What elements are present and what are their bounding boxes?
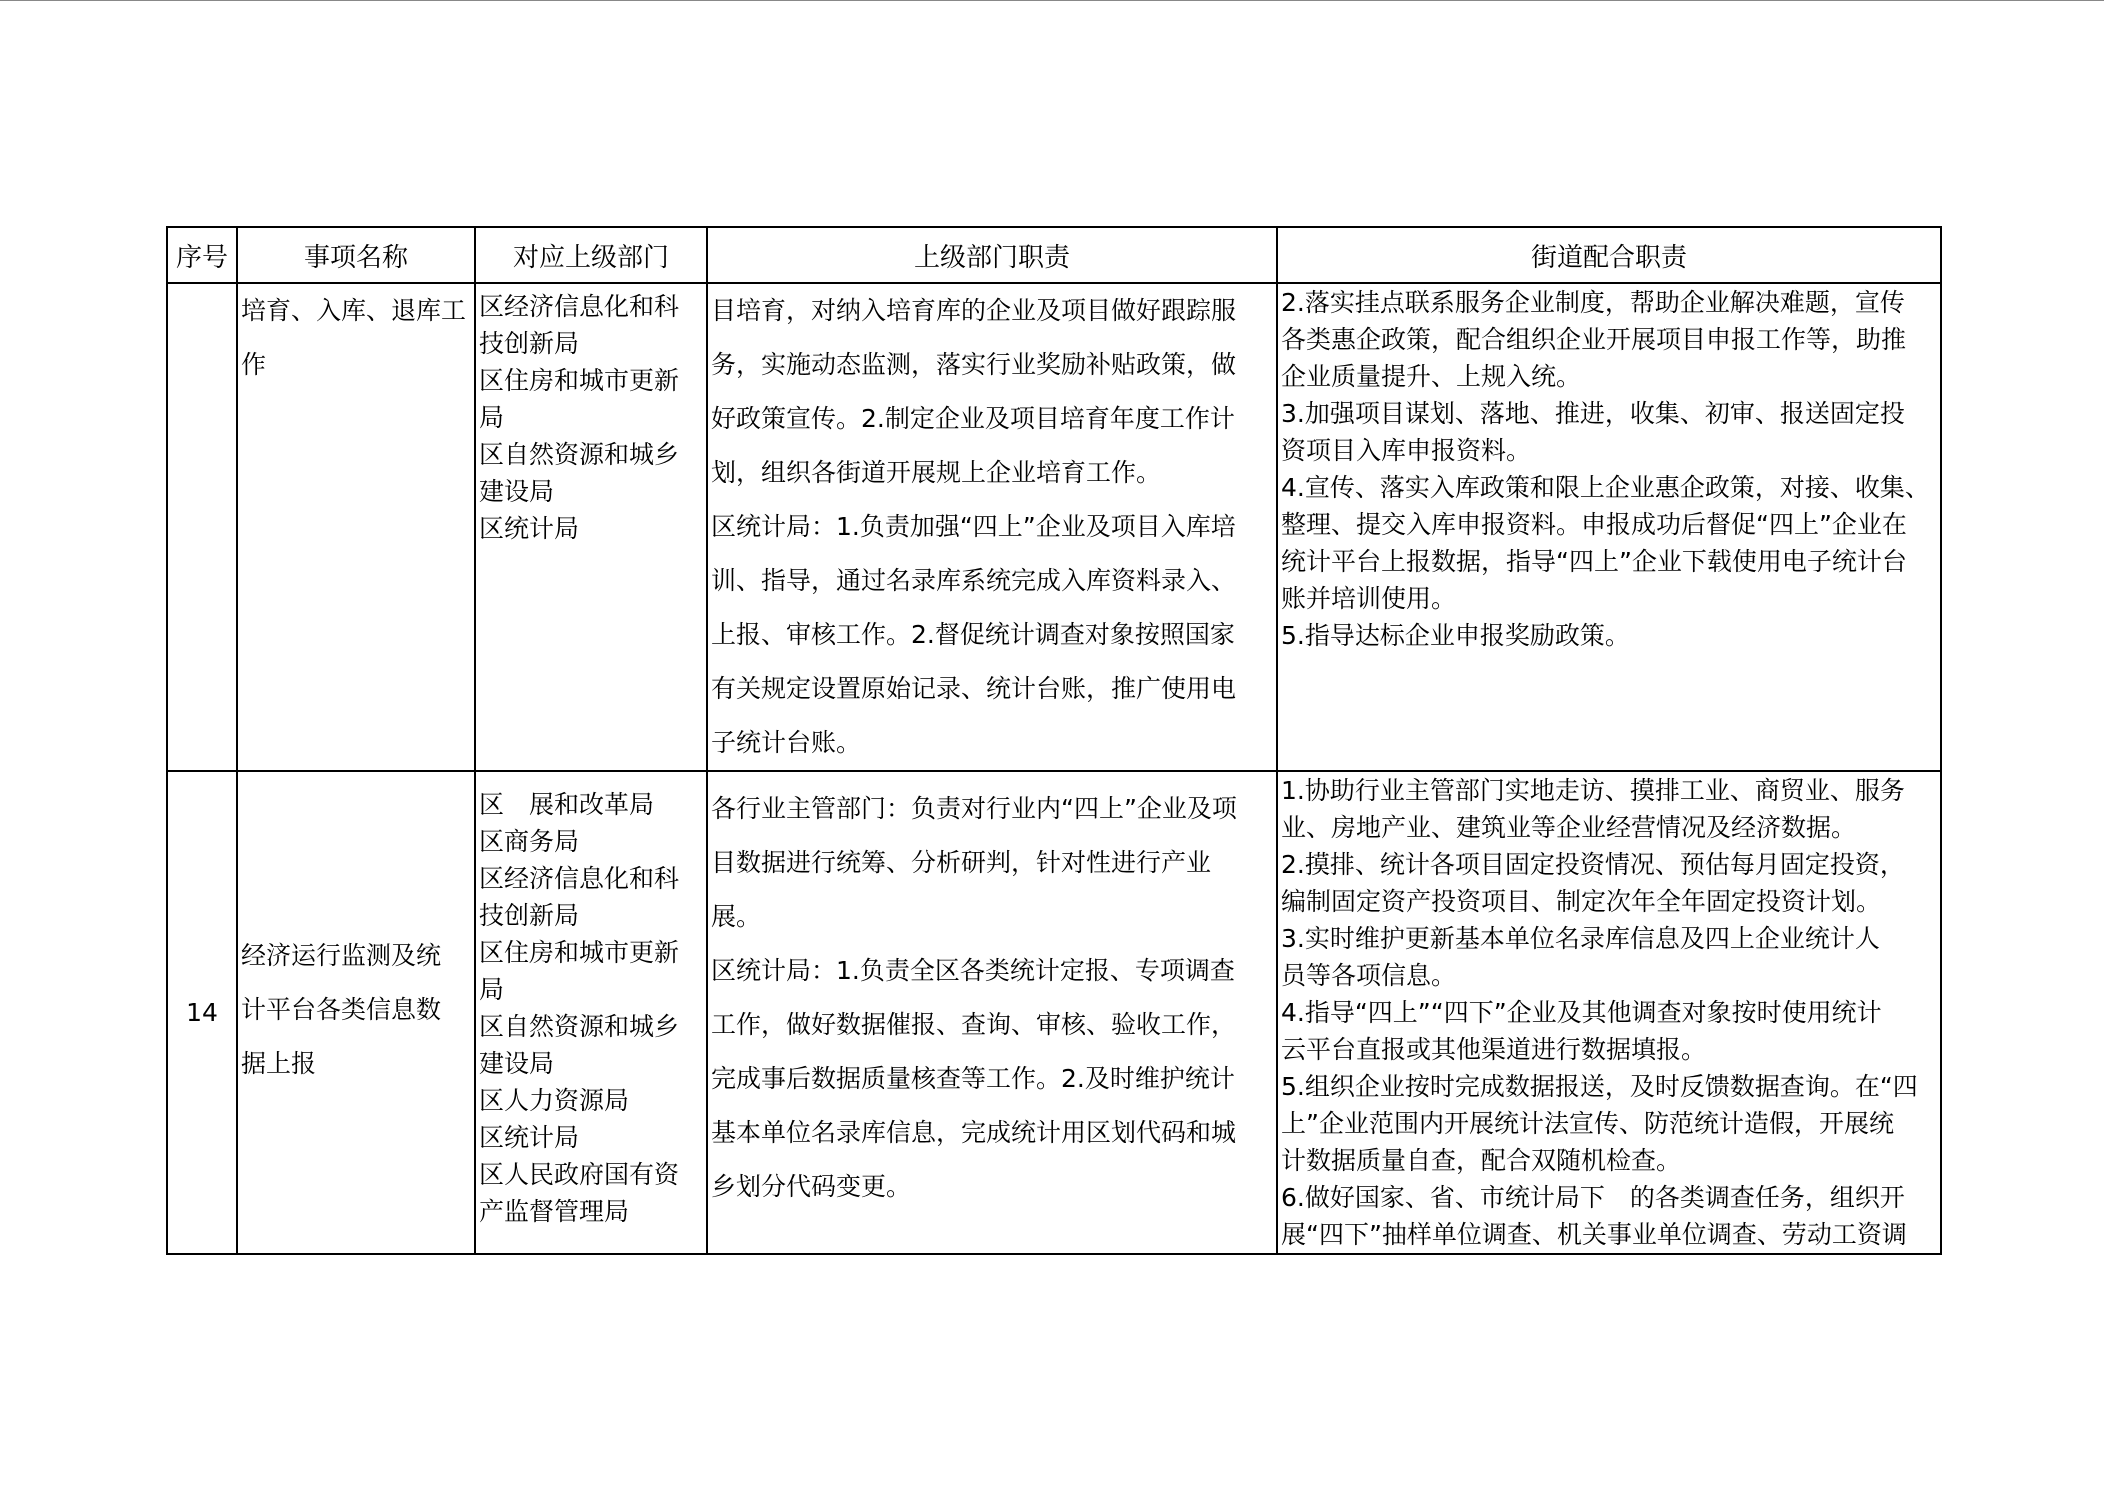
duty-line: 区统计局：1.负责全区各类统计定报、专项调查 <box>711 956 1235 985</box>
duty-line: 划，组织各街道开展规上企业培育工作。 <box>711 458 1162 487</box>
street-line: 3.加强项目谋划、落地、推进，收集、初审、报送固定投 <box>1281 399 1905 428</box>
street-line: 资项目入库申报资料。 <box>1281 436 1532 465</box>
row-upper-duty-cell <box>707 283 1277 771</box>
row-item-name-cell <box>237 283 475 771</box>
table-header-row <box>167 227 1941 283</box>
street-line: 2.落实挂点联系服务企业制度，帮助企业解决难题，宣传 <box>1281 288 1905 317</box>
dept-line: 局 <box>479 975 505 1004</box>
row-upper-dept-cell <box>475 771 707 1254</box>
street-line: 各类惠企政策，配合组织企业开展项目申报工作等，助推 <box>1281 325 1907 354</box>
duty-line: 上报、审核工作。2.督促统计调查对象按照国家 <box>711 620 1235 649</box>
street-line: 6.做好国家、省、市统计局下 的各类调查任务，组织开 <box>1281 1183 1905 1212</box>
street-line: 业、房地产业、建筑业等企业经营情况及经济数据。 <box>1281 813 1857 842</box>
duty-line: 目数据进行统筹、分析研判，针对性进行产业 <box>711 848 1212 877</box>
street-line: 编制固定资产投资项目、制定次年全年固定投资计划。 <box>1281 887 1882 916</box>
dept-line: 区人力资源局 <box>479 1086 630 1115</box>
street-line: 企业质量提升、上规入统。 <box>1281 362 1582 391</box>
dept-line: 建设局 <box>479 1049 555 1078</box>
dept-line: 建设局 <box>479 477 555 506</box>
table-row <box>167 771 1941 1254</box>
header-item-name: 事项名称 <box>237 227 475 283</box>
street-line: 2.摸排、统计各项目固定投资情况、预估每月固定投资， <box>1281 850 1905 879</box>
street-line: 4.指导“四上”“四下”企业及其他调查对象按时使用统计 <box>1281 998 1882 1027</box>
dept-line: 区 展和改革局 <box>479 790 655 819</box>
dept-line: 区经济信息化和科 <box>479 292 680 321</box>
item-name-line: 培育、入库、退库工 <box>241 296 467 325</box>
dept-line: 技创新局 <box>479 901 580 930</box>
header-upper-dept: 对应上级部门 <box>475 227 707 283</box>
dept-line: 区人民政府国有资 <box>479 1160 680 1189</box>
duty-line: 子统计台账。 <box>711 728 862 757</box>
row-street-duty-cell <box>1277 771 1941 1254</box>
item-name-line: 计平台各类信息数 <box>241 995 442 1024</box>
duty-table <box>166 226 1942 1255</box>
duty-line: 好政策宣传。2.制定企业及项目培育年度工作计 <box>711 404 1235 433</box>
header-seq: 序号 <box>167 227 237 283</box>
page-top-edge <box>0 0 2104 1</box>
duty-line: 有关规定设置原始记录、统计台账，推广使用电 <box>711 674 1237 703</box>
duty-line: 各行业主管部门：负责对行业内“四上”企业及项 <box>711 794 1237 823</box>
duty-line: 展。 <box>711 902 762 931</box>
dept-line: 局 <box>479 403 505 432</box>
street-line: 账并培训使用。 <box>1281 584 1457 613</box>
table-row <box>167 283 1941 771</box>
street-line: 云平台直报或其他渠道进行数据填报。 <box>1281 1035 1707 1064</box>
street-line: 5.指导达标企业申报奖励政策。 <box>1281 621 1630 650</box>
street-line: 统计平台上报数据，指导“四上”企业下载使用电子统计台 <box>1281 547 1907 576</box>
duty-line: 完成事后数据质量核查等工作。2.及时维护统计 <box>711 1064 1235 1093</box>
duty-line: 基本单位名录库信息，完成统计用区划代码和城 <box>711 1118 1237 1147</box>
street-line: 4.宣传、落实入库政策和限上企业惠企政策，对接、收集、 <box>1281 473 1930 502</box>
dept-line: 技创新局 <box>479 329 580 358</box>
header-upper-duty: 上级部门职责 <box>707 227 1277 283</box>
dept-line: 区经济信息化和科 <box>479 864 680 893</box>
dept-line: 产监督管理局 <box>479 1197 630 1226</box>
dept-line: 区商务局 <box>479 827 580 856</box>
row-seq-cell <box>167 283 237 771</box>
duty-line: 训、指导，通过名录库系统完成入库资料录入、 <box>711 566 1237 595</box>
item-name-line: 经济运行监测及统 <box>241 941 442 970</box>
street-line: 上”企业范围内开展统计法宣传、防范统计造假，开展统 <box>1281 1109 1894 1138</box>
header-street-duty: 街道配合职责 <box>1277 227 1941 283</box>
duty-line: 目培育，对纳入培育库的企业及项目做好跟踪服 <box>711 296 1237 325</box>
duty-line: 务，实施动态监测，落实行业奖励补贴政策，做 <box>711 350 1237 379</box>
duty-line: 区统计局：1.负责加强“四上”企业及项目入库培 <box>711 512 1236 541</box>
street-line: 员等各项信息。 <box>1281 961 1457 990</box>
street-line: 1.协助行业主管部门实地走访、摸排工业、商贸业、服务 <box>1281 776 1905 805</box>
street-line: 5.组织企业按时完成数据报送，及时反馈数据查询。在“四 <box>1281 1072 1918 1101</box>
item-name-line: 作 <box>241 350 267 379</box>
dept-line: 区住房和城市更新 <box>479 938 680 967</box>
street-line: 整理、提交入库申报资料。申报成功后督促“四上”企业在 <box>1281 510 1907 539</box>
street-line: 计数据质量自查，配合双随机检查。 <box>1281 1146 1682 1175</box>
duty-line: 工作，做好数据催报、查询、审核、验收工作， <box>711 1010 1237 1039</box>
street-line: 3.实时维护更新基本单位名录库信息及四上企业统计人 <box>1281 924 1880 953</box>
item-name-line: 据上报 <box>241 1049 317 1078</box>
dept-line: 区住房和城市更新 <box>479 366 680 395</box>
street-line: 展“四下”抽样单位调查、机关事业单位调查、劳动工资调 <box>1281 1220 1907 1249</box>
dept-line: 区统计局 <box>479 1123 580 1152</box>
row-seq-cell: 14 <box>167 771 237 1254</box>
row-item-name-cell <box>237 771 475 1254</box>
duty-line: 乡划分代码变更。 <box>711 1172 912 1201</box>
dept-line: 区统计局 <box>479 514 580 543</box>
row-street-duty-cell <box>1277 283 1941 771</box>
dept-line: 区自然资源和城乡 <box>479 440 680 469</box>
row-upper-dept-cell <box>475 283 707 771</box>
row-upper-duty-cell <box>707 771 1277 1254</box>
dept-line: 区自然资源和城乡 <box>479 1012 680 1041</box>
